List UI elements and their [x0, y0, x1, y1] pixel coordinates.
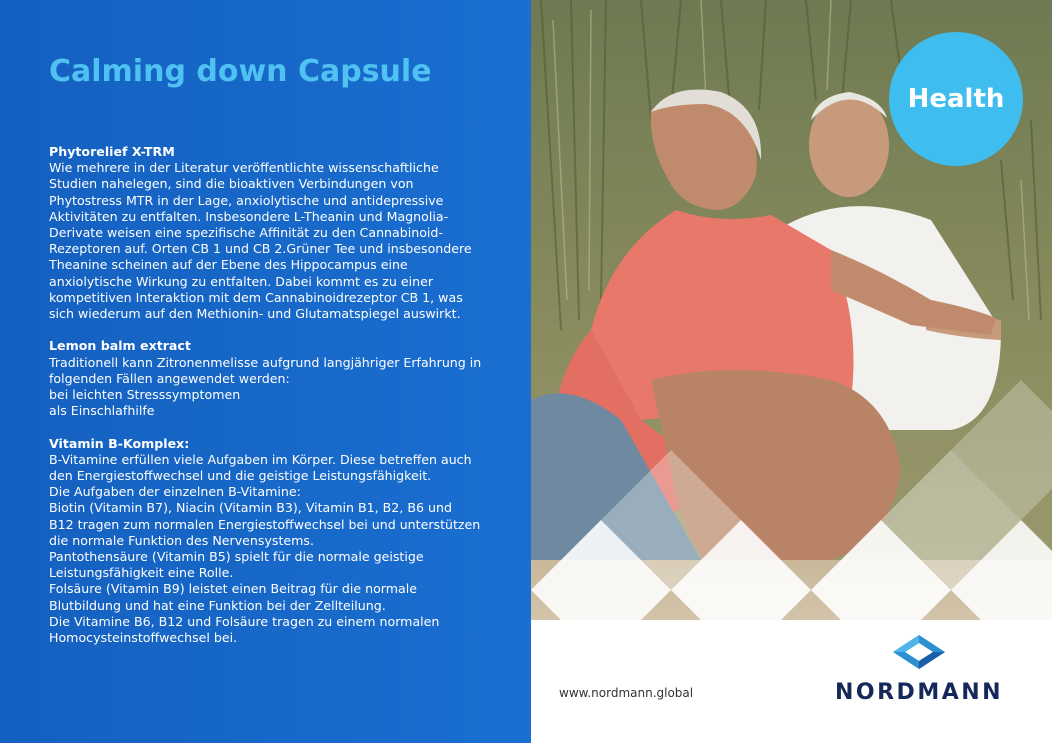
vitamin-b-line: Homocysteinstoffwechsel bei. [49, 630, 238, 646]
vitamin-b-line: Biotin (Vitamin B7), Niacin (Vitamin B3), Vitamin B1, B2, B6 und [49, 500, 452, 516]
section-heading-lemon-balm: Lemon balm extract [49, 338, 191, 354]
vitamin-b-line: Pantothensäure (Vitamin B5) spielt für die normale geistige [49, 549, 424, 565]
vitamin-b-line: Leistungsfähigkeit eine Rolle. [49, 565, 234, 581]
body-text [49, 144, 519, 646]
section-heading-vitamin-b: Vitamin B-Komplex: [49, 435, 190, 451]
vitamin-b-line: Die Aufgaben der einzelnen B-Vitamine: [49, 484, 301, 500]
vitamin-b-line: den Energiestoffwechsel und die geistige Leistungsfähigkeit. [49, 468, 432, 484]
lemon-balm-line: bei leichten Stresssymptomen [49, 387, 241, 403]
health-badge [889, 32, 1023, 166]
vitamin-b-line: Blutbildung und hat eine Funktion bei der Zellteilung. [49, 597, 386, 613]
brand-logo-text[interactable]: NORDMANN [835, 680, 1004, 705]
phytorelief-line: anxiolytische Wirkung zu entfalten. Dabei kommt es zu einer [49, 273, 434, 289]
section-gap [49, 322, 519, 338]
lemon-balm-line: als Einschlafhilfe [49, 403, 155, 419]
phytorelief-line: Wie mehrere in der Literatur veröffentlichte wissenschaftliche [49, 160, 439, 176]
phytorelief-line: Derivate weisen eine spezifische Affinität zu den Cannabinoid- [49, 225, 443, 241]
phytorelief-line: Rezeptoren auf. Orten CB 1 und CB 2.Grüner Tee und insbesondere [49, 241, 472, 257]
lemon-balm-line: folgenden Fällen angewendet werden: [49, 370, 290, 386]
phytorelief-line: Theanine scheinen auf der Ebene des Hippocampus eine [49, 257, 408, 273]
vitamin-b-line: B12 tragen zum normalen Energiestoffwechsel bei und unterstützen [49, 516, 481, 532]
vitamin-b-line: Folsäure (Vitamin B9) leistet einen Beitrag für die normale [49, 581, 417, 597]
section-heading-phytorelief: Phytorelief X-TRM [49, 144, 175, 159]
section-gap [49, 419, 519, 435]
vitamin-b-line: B-Vitamine erfüllen viele Aufgaben im Körper. Diese betreffen auch [49, 451, 472, 467]
phytorelief-line: kompetitiven Interaktion mit dem Cannabinoidrezeptor CB 1, was [49, 289, 463, 305]
vitamin-b-line: die normale Funktion des Nervensystems. [49, 532, 314, 548]
nordmann-logo-icon [889, 633, 949, 671]
page-title: Calming down Capsule [49, 54, 432, 89]
vitamin-b-line: Die Vitamine B6, B12 und Folsäure tragen zu einem normalen [49, 613, 440, 629]
lemon-balm-line: Traditionell kann Zitronenmelisse aufgrund langjähriger Erfahrung in [49, 354, 482, 370]
phytorelief-line: Studien nahelegen, sind die bioaktiven Verbindungen von [49, 176, 414, 192]
health-badge-label: Health [907, 84, 1005, 114]
phytorelief-line: Aktivitäten zu entfalten. Insbesondere L-Theanin und Magnolia- [49, 208, 449, 224]
phytorelief-line: Phytostress MTR in der Lage, anxiolytische und antidepressive [49, 192, 444, 208]
website-link[interactable]: www.nordmann.global [559, 686, 694, 700]
phytorelief-line: sich wiederum auf den Methionin- und Glutamatspiegel auswirkt. [49, 306, 461, 322]
